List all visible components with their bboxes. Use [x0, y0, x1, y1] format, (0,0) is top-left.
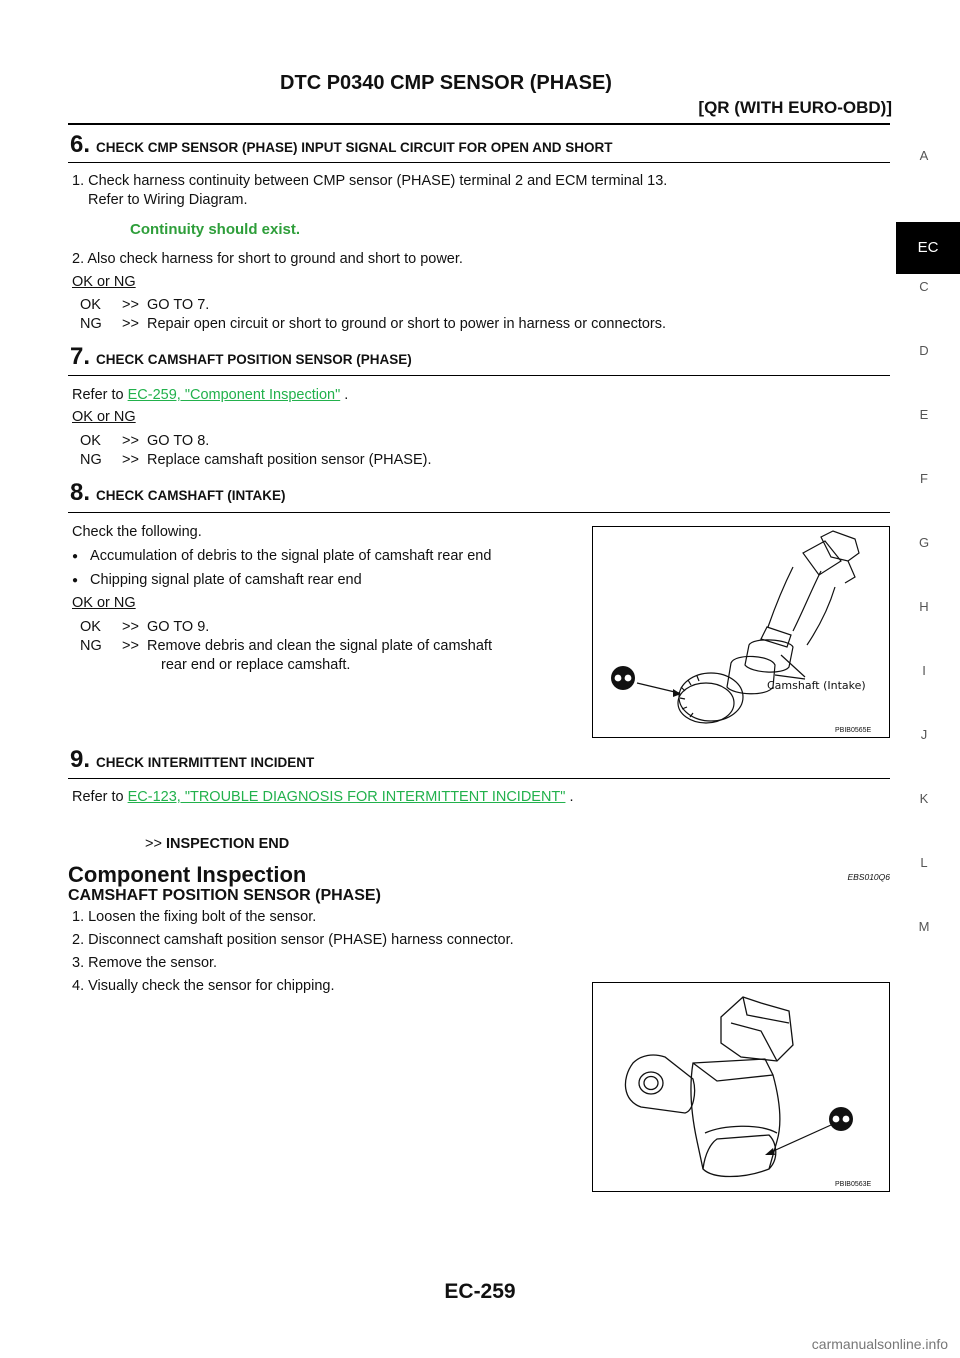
side-index-c[interactable]: C — [919, 279, 929, 294]
result-ng-row: NG >> Remove debris and clean the signal plate of camshaft — [80, 638, 492, 654]
step-8-intro: Check the following. — [72, 524, 202, 540]
watermark: carmanualsonline.info — [811, 1336, 948, 1352]
result-ng-row: NG >> Replace camshaft position sensor (PHASE). — [80, 452, 432, 468]
result-ng-row: NG >> Repair open circuit or short to ground or short to power in harness or connectors. — [80, 316, 667, 332]
inspection-end: >> INSPECTION END — [145, 836, 290, 852]
step-6-heading — [70, 131, 613, 159]
side-index-i[interactable]: I — [922, 663, 926, 678]
ok-or-ng-label: OK or NG — [72, 409, 136, 425]
step-9-heading — [70, 746, 314, 774]
intermittent-incident-link[interactable]: EC-123, "TROUBLE DIAGNOSIS FOR INTERMITTENT INCIDENT" — [127, 789, 566, 805]
step-8-heading — [70, 479, 286, 507]
step-title: CHECK CMP SENSOR (PHASE) INPUT SIGNAL CIRCUIT FOR OPEN AND SHORT — [96, 140, 613, 155]
side-index-k[interactable]: K — [919, 791, 929, 806]
page-number: EC-259 — [444, 1280, 516, 1303]
ok-or-ng-label: OK or NG — [72, 274, 136, 290]
component-item-3: 3. Remove the sensor. — [72, 955, 218, 971]
step-7-heading — [70, 343, 412, 371]
side-index-ec[interactable]: EC — [896, 222, 960, 274]
component-inspection-link[interactable]: EC-259, "Component Inspection" — [127, 387, 341, 403]
bullet-item: ● Accumulation of debris to the signal plate of camshaft rear end — [72, 548, 491, 564]
sensor-illustration — [593, 983, 889, 1191]
side-index-d[interactable]: D — [919, 343, 929, 358]
header-divider — [68, 123, 890, 125]
step-7-divider — [68, 375, 890, 376]
component-item-2: 2. Disconnect camshaft position sensor (PHASE) harness connector. — [72, 932, 514, 948]
step-6-item-1-ref: Refer to Wiring Diagram. — [88, 192, 248, 208]
result-ng-row-cont: rear end or replace camshaft. — [161, 657, 351, 673]
side-index-j[interactable]: J — [920, 727, 928, 742]
step-number: 8. — [70, 479, 91, 506]
side-index-m[interactable]: M — [918, 919, 930, 934]
figure-code: PBIB0565E — [835, 727, 872, 734]
section-subtitle: CAMSHAFT POSITION SENSOR (PHASE) — [68, 887, 381, 904]
side-index-g[interactable]: G — [918, 535, 930, 550]
step-9-refer: Refer to EC-123, "TROUBLE DIAGNOSIS FOR INTERMITTENT INCIDENT" . — [72, 789, 574, 805]
page-subtitle: [QR (WITH EURO-OBD)] — [698, 98, 892, 117]
sensor-figure — [592, 982, 890, 1192]
component-item-1: 1. Loosen the fixing bolt of the sensor. — [72, 909, 317, 925]
side-index-e[interactable]: E — [919, 407, 929, 422]
figure-label: Camshaft (Intake) — [767, 679, 866, 692]
step-number: 6. — [70, 131, 91, 158]
camshaft-illustration — [593, 527, 889, 737]
result-ok-row: OK >> GO TO 9. — [80, 619, 210, 635]
side-index-h[interactable]: H — [919, 599, 929, 614]
ok-or-ng-label: OK or NG — [72, 595, 136, 611]
result-ok-row: OK >> GO TO 7. — [80, 297, 210, 313]
camshaft-figure — [592, 526, 890, 738]
step-6-divider — [68, 162, 890, 163]
section-code: EBS010Q6 — [847, 872, 890, 882]
page-title: DTC P0340 CMP SENSOR (PHASE) — [280, 72, 612, 94]
section-title: Component Inspection — [68, 862, 307, 887]
step-number: 9. — [70, 746, 91, 773]
step-9-divider — [68, 778, 890, 779]
result-ok-row: OK >> GO TO 8. — [80, 433, 210, 449]
step-6-item-2: 2. Also check harness for short to ground and short to power. — [72, 251, 463, 267]
step-number: 7. — [70, 343, 91, 370]
step-6-item-1: 1. Check harness continuity between CMP sensor (PHASE) terminal 2 and ECM terminal 13. — [72, 173, 668, 189]
step-title: CHECK CAMSHAFT (INTAKE) — [96, 488, 286, 503]
continuity-label: Continuity should exist. — [130, 221, 301, 238]
side-index-l[interactable]: L — [920, 855, 928, 870]
side-index-f[interactable]: F — [920, 471, 928, 486]
step-title: CHECK CAMSHAFT POSITION SENSOR (PHASE) — [96, 352, 412, 367]
side-index-a[interactable]: A — [919, 148, 929, 163]
step-7-refer: Refer to EC-259, "Component Inspection" . — [72, 387, 349, 403]
figure-code: PBIB0563E — [835, 1181, 872, 1188]
step-8-divider — [68, 512, 890, 513]
component-item-4: 4. Visually check the sensor for chipping. — [72, 978, 335, 994]
bullet-item: ● Chipping signal plate of camshaft rear end — [72, 572, 362, 588]
step-title: CHECK INTERMITTENT INCIDENT — [96, 755, 315, 770]
